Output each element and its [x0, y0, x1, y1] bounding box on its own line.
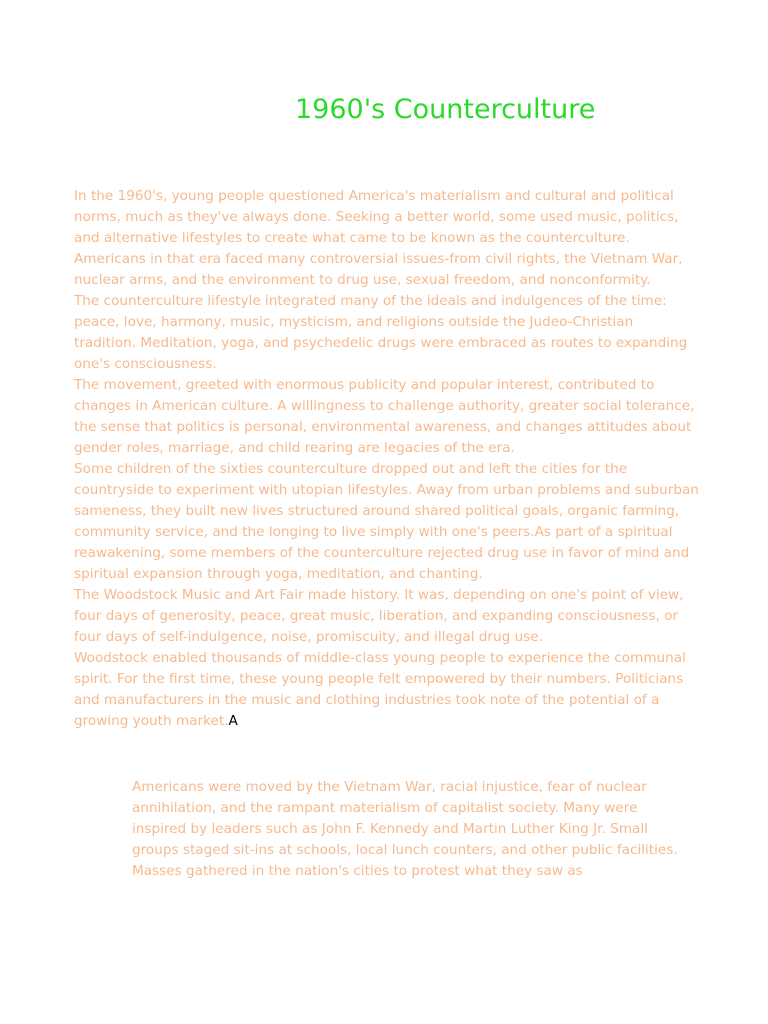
document-body	[74, 186, 699, 732]
paragraph-lifestyle: The counterculture lifestyle integrated many of the ideals and indulgences of the time: peace, love, harmony, music, mysticism, and religions outside the Judeo-Christian tradition. Meditation, yoga, and psychedelic drugs were embraced as routes to expanding one's consciousness.	[74, 293, 688, 372]
paragraph-movement: The movement, greeted with enormous publicity and popular interest, contributed to changes in American culture. A willingness to challenge authority, greater social tolerance, the sense that politics is personal, environmental awareness, and changes attitudes about gender roles, marriage, and child rearing are legacies of the era.	[74, 377, 695, 456]
paragraph-intro: In the 1960's, young people questioned America's materialism and cultural and political norms, much as they've always done. Seeking a better world, some used music, politics, and alternative lifestyles to create what came to be known as the counterculture. Americans in that era faced many controversial issues-from civil rights, the Vietnam War, nuclear arms, and the environment to drug use, sexual freedom, and nonconformity.	[74, 188, 683, 288]
document-title: 1960's Counterculture	[295, 94, 596, 125]
paragraph-woodstock-fair: The Woodstock Music and Art Fair made history. It was, depending on one's point of view, four days of generosity, peace, great music, liberation, and expanding consciousness, or four days of self-indulgence, noise, promiscuity, and illegal drug use.	[74, 587, 684, 645]
paragraph-sixties-children: Some children of the sixties counterculture dropped out and left the cities for the countryside to experiment with utopian lifestyles. Away from urban problems and suburban sameness, they built new lives structured around shared political goals, organic farming, community service, and the longing to live simply with one's peers.As part of a spiritual reawakening, some members of the counterculture rejected drug use in favor of mind and spiritual expansion through yoga, meditation, and chanting.	[74, 461, 699, 582]
end-marker: A	[228, 713, 238, 729]
indented-block	[132, 777, 692, 882]
paragraph-woodstock-impact	[74, 648, 699, 732]
paragraph-indented: Americans were moved by the Vietnam War, racial injustice, fear of nuclear annihilation, and the rampant materialism of capitalist society. Many were inspired by leaders such as John F. Kennedy and Martin Luther King Jr. Small groups staged sit-ins at schools, local lunch counters, and other public facilities. Masses gathered in the nation's cities to protest what they saw as	[132, 779, 678, 879]
paragraph-woodstock-impact-text: Woodstock enabled thousands of middle-class young people to experience the communal spirit. For the first time, these young people felt empowered by their numbers. Politicians and manufacturers in the music and clothing industries took note of the potential of a growing youth market.	[74, 650, 686, 729]
